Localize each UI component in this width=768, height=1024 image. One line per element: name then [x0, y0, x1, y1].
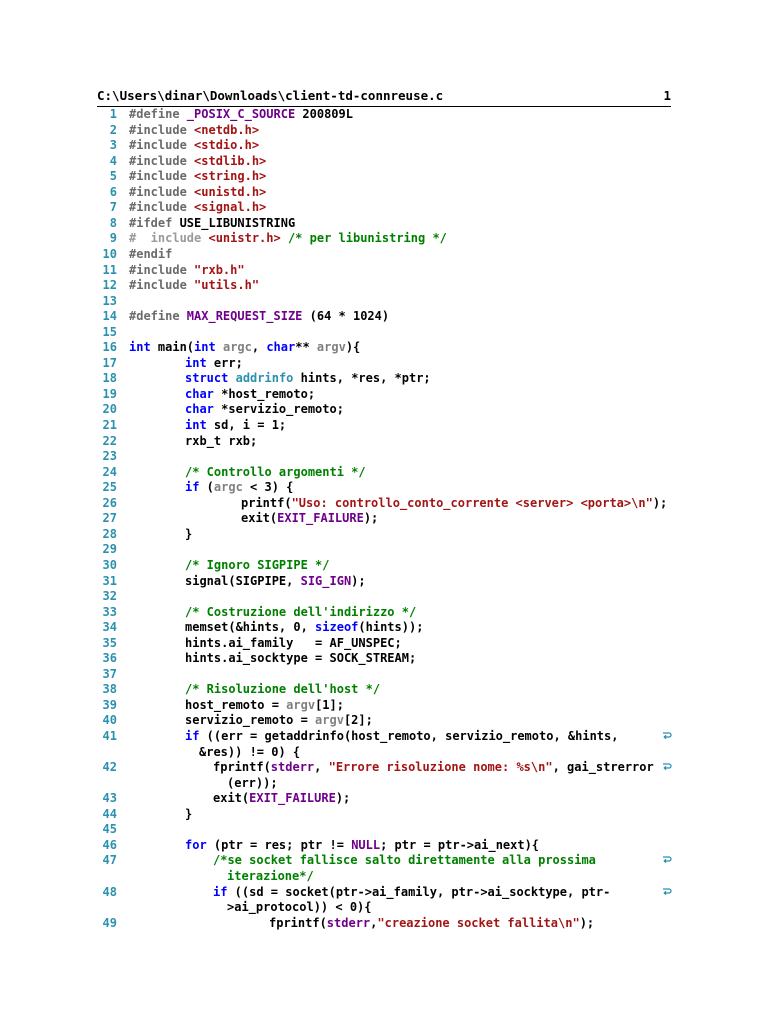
code-text: [185, 371, 431, 386]
code-token: signal(SIGPIPE,: [185, 573, 301, 588]
code-text: [185, 558, 330, 573]
code-text: [185, 651, 416, 666]
code-line: [0, 325, 768, 340]
code-token: addrinfo: [235, 371, 294, 386]
line-number: 36: [102, 651, 117, 666]
code-text: [185, 713, 373, 728]
code-text: [269, 916, 594, 931]
code-token: stderr: [326, 915, 371, 930]
code-token: (: [199, 480, 214, 495]
code-line: [0, 294, 768, 309]
code-line: [0, 216, 768, 231]
code-token: ((sd = socket(ptr->ai_family, ptr->ai_socktype, ptr-: [227, 884, 611, 899]
code-token: for: [185, 837, 207, 852]
code-token: servizio_remoto =: [185, 713, 316, 728]
code-token: ,: [314, 760, 329, 775]
wrap-arrow-icon: [662, 885, 672, 900]
code-token: , gai_strerror: [552, 760, 654, 775]
code-token: argv: [315, 713, 344, 728]
line-number: 5: [109, 169, 117, 184]
code-token: #endif: [129, 246, 173, 261]
code-text: [185, 807, 192, 822]
line-number: 9: [109, 231, 117, 246]
code-text: [129, 231, 447, 246]
line-number: 21: [102, 418, 117, 432]
line-number: 23: [102, 449, 117, 464]
code-text: [129, 278, 259, 293]
code-text: [185, 682, 380, 697]
code-line: [0, 169, 768, 184]
code-text: [185, 605, 416, 620]
code-line: [0, 309, 768, 324]
code-token: MAX_REQUEST_SIZE: [186, 309, 303, 324]
code-line: [0, 480, 768, 495]
code-token: SIG_IGN: [300, 573, 352, 588]
code-token: <unistd.h>: [194, 184, 267, 199]
code-text: [185, 480, 293, 495]
code-token: exit(: [241, 511, 278, 526]
code-token: argv: [286, 697, 316, 712]
code-line: [0, 247, 768, 262]
code-text: [129, 154, 266, 169]
code-token: #include: [129, 262, 195, 277]
code-text: [185, 402, 344, 417]
code-line: [0, 807, 768, 822]
line-number: 48: [102, 884, 117, 899]
line-number: 15: [102, 324, 117, 339]
code-token: char: [266, 340, 296, 355]
code-text: [129, 107, 353, 122]
code-line: [0, 123, 768, 138]
code-token: <signal.h>: [194, 200, 267, 215]
line-number: 22: [102, 433, 117, 448]
code-token: printf(: [241, 495, 292, 510]
file-path: C:\Users\dinar\Downloads\client-td-connreuse.c: [97, 88, 444, 103]
code-token: (hints));: [358, 620, 424, 635]
page-header: [97, 88, 671, 107]
code-text: [129, 200, 266, 215]
line-number: 33: [102, 604, 117, 619]
code-token: [216, 340, 223, 354]
code-token: [2];: [343, 713, 373, 728]
line-number: 26: [102, 495, 117, 510]
line-number: 28: [102, 526, 117, 541]
code-token: int: [185, 418, 207, 432]
line-number: 20: [102, 402, 117, 417]
line-number: 13: [102, 293, 117, 308]
code-text: [129, 185, 266, 200]
line-number: 40: [102, 713, 117, 728]
code-line: [0, 185, 768, 200]
code-token: EXIT_FAILURE: [277, 511, 364, 526]
code-token: _POSIX_C_SOURCE: [186, 107, 296, 121]
code-token: *servizio_remoto;: [213, 402, 344, 417]
line-number: 35: [102, 635, 117, 650]
line-number: 43: [102, 791, 117, 806]
code-token: if: [185, 729, 200, 743]
code-token: if: [213, 884, 228, 899]
code-continuation: [227, 776, 278, 791]
code-line: [0, 387, 768, 402]
line-number: 10: [102, 246, 117, 261]
code-line: [0, 682, 768, 697]
code-token: EXIT_FAILURE: [249, 791, 336, 806]
code-token: rxb_t rxb;: [185, 433, 258, 448]
code-token: /*se socket fallisce salto direttamente alla prossima: [213, 853, 596, 868]
code-token: hints, *res, *ptr;: [293, 371, 431, 386]
code-text: [213, 791, 350, 806]
code-token: hints.ai_family = AF_UNSPEC;: [185, 635, 402, 650]
code-token: #include: [129, 153, 195, 168]
code-text: [185, 387, 315, 402]
code-text: [185, 418, 286, 433]
line-number: 6: [109, 184, 117, 199]
code-line: [0, 340, 768, 355]
code-token: );: [652, 495, 668, 510]
line-number: 42: [102, 760, 117, 775]
code-line: [0, 527, 768, 542]
code-token: <stdlib.h>: [194, 153, 267, 168]
code-line: [0, 154, 768, 169]
code-token: **: [295, 340, 317, 355]
code-token: ,: [370, 915, 378, 930]
code-token: );: [363, 511, 379, 526]
line-number: 41: [102, 729, 117, 743]
code-token: <unistr.h>: [208, 231, 281, 246]
wrap-arrow-icon: [662, 760, 672, 775]
code-line: [0, 465, 768, 480]
code-text: [213, 885, 610, 900]
line-number: 24: [102, 464, 117, 479]
code-line: [0, 791, 768, 806]
code-token: sizeof: [315, 620, 359, 635]
line-number: 45: [102, 822, 117, 837]
wrap-arrow-icon: [662, 853, 672, 868]
code-token: *host_remoto;: [213, 386, 316, 401]
code-token: );: [335, 791, 351, 806]
code-token: (ptr = res; ptr !=: [206, 837, 352, 852]
code-token: stderr: [270, 760, 315, 775]
code-text: [185, 574, 366, 589]
line-number: 49: [102, 915, 117, 930]
code-token: "rxb.h": [194, 262, 245, 277]
code-text: [129, 169, 266, 184]
code-token: fprintf(: [269, 915, 327, 930]
code-text: [213, 760, 654, 775]
line-number: 29: [102, 542, 117, 557]
code-line: [0, 838, 768, 853]
code-token: err;: [206, 355, 243, 370]
code-token: argc: [222, 340, 252, 355]
line-number: 39: [102, 697, 117, 712]
code-text: [129, 138, 259, 153]
code-token: ,: [251, 340, 267, 355]
line-number: 34: [102, 620, 117, 635]
code-line: [0, 107, 768, 122]
code-text: [185, 527, 192, 542]
code-line: [0, 713, 768, 728]
line-number: 7: [109, 200, 117, 215]
code-line: [0, 916, 768, 931]
line-number: 37: [102, 666, 117, 681]
code-token: <string.h>: [194, 169, 267, 184]
code-token: main(: [150, 340, 195, 355]
code-token: char: [185, 386, 214, 401]
code-token: int: [129, 340, 151, 355]
code-token: iterazione*/: [227, 868, 314, 883]
code-token: (64 * 1024): [302, 309, 390, 324]
line-number: 30: [102, 557, 117, 572]
code-token: #define: [129, 107, 187, 121]
code-text: [185, 434, 257, 449]
line-number: 1: [109, 107, 117, 121]
code-token: #include: [129, 122, 195, 137]
code-line: [0, 511, 768, 526]
code-continuation: [227, 869, 314, 884]
code-line: [0, 729, 768, 744]
code-line: [0, 449, 768, 464]
code-token: }: [185, 526, 193, 541]
code-token: char: [185, 402, 214, 417]
code-token: [1];: [315, 697, 344, 712]
code-token: "utils.h": [194, 278, 260, 293]
code-text: [185, 356, 243, 371]
code-text: [185, 620, 423, 635]
code-line: [0, 434, 768, 449]
code-line: [0, 636, 768, 651]
code-text: [129, 263, 245, 278]
code-line: [0, 200, 768, 215]
code-line: [0, 605, 768, 620]
code-token: ; ptr = ptr->ai_next){: [380, 837, 540, 852]
code-token: /* Risoluzione dell'host */: [185, 682, 381, 697]
code-text: [129, 340, 360, 355]
code-token: #define: [129, 309, 187, 324]
code-token: #include: [129, 184, 195, 199]
code-token: 200809L: [295, 107, 353, 121]
code-text: [213, 853, 596, 868]
code-token: /* per libunistring */: [280, 231, 447, 246]
code-token: #include: [129, 138, 195, 153]
line-number: 3: [109, 138, 117, 153]
code-text: [185, 698, 344, 713]
code-token: &res)) != 0) {: [199, 744, 301, 759]
code-text: [129, 309, 389, 324]
line-number: 16: [102, 340, 117, 355]
code-token: [228, 371, 235, 385]
wrap-arrow-icon: [662, 729, 672, 744]
code-token: if: [185, 480, 200, 495]
code-token: "Uso: controllo_conto_corrente <server> <porta>\n": [291, 495, 653, 510]
code-line: [0, 263, 768, 278]
page-number: 1: [663, 88, 671, 103]
code-line: [0, 869, 768, 884]
code-line: [0, 496, 768, 511]
code-token: argv: [316, 340, 346, 355]
line-number: 31: [102, 573, 117, 588]
line-number: 27: [102, 511, 117, 526]
line-number: 46: [102, 837, 117, 852]
code-text: [129, 123, 259, 138]
code-line: [0, 371, 768, 386]
code-line: [0, 822, 768, 837]
code-line: [0, 231, 768, 246]
code-token: NULL: [351, 837, 381, 852]
code-line: [0, 138, 768, 153]
line-number: 4: [109, 153, 117, 168]
code-line: [0, 589, 768, 604]
code-token: >ai_protocol)) < 0){: [227, 900, 372, 915]
code-line: [0, 620, 768, 635]
code-token: #include: [129, 169, 195, 184]
code-token: struct: [185, 371, 229, 386]
code-text: [185, 838, 539, 853]
code-token: (err));: [227, 775, 278, 790]
code-token: # include: [129, 231, 209, 246]
code-token: <netdb.h>: [194, 122, 260, 137]
code-line: [0, 356, 768, 371]
line-number: 12: [102, 278, 117, 293]
code-line: [0, 698, 768, 713]
line-number: 8: [109, 215, 117, 230]
code-text: [241, 511, 378, 526]
line-number: 47: [102, 853, 117, 868]
line-number: 2: [109, 122, 117, 137]
line-number: 25: [102, 480, 117, 495]
line-number: 17: [102, 355, 117, 370]
code-line: [0, 651, 768, 666]
code-token: ((err = getaddrinfo(host_remoto, servizio_remoto, &hints,: [199, 729, 619, 743]
code-token: hints.ai_socktype = SOCK_STREAM;: [185, 651, 417, 666]
code-token: /* Ignoro SIGPIPE */: [185, 557, 330, 572]
code-line: [0, 574, 768, 589]
line-number: 19: [102, 386, 117, 401]
code-token: /* Controllo argomenti */: [185, 464, 366, 479]
code-text: [129, 247, 172, 262]
code-line: [0, 900, 768, 915]
code-token: "creazione socket fallita\n": [377, 915, 580, 930]
code-continuation: [199, 745, 300, 760]
line-number: 14: [102, 309, 117, 324]
code-line: [0, 558, 768, 573]
code-token: "Errore risoluzione nome: %s\n": [328, 760, 553, 775]
code-token: sd, i = 1;: [206, 418, 287, 432]
code-text: [129, 216, 295, 231]
code-text: [185, 636, 402, 651]
code-token: USE_LIBUNISTRING: [179, 215, 296, 230]
line-number: 38: [102, 682, 117, 697]
code-text: [185, 465, 366, 480]
code-token: );: [579, 915, 595, 930]
line-number: 11: [102, 262, 117, 277]
line-number: 44: [102, 806, 117, 821]
code-line: [0, 885, 768, 900]
code-token: <stdio.h>: [194, 138, 260, 153]
code-token: int: [194, 340, 216, 355]
code-token: /* Costruzione dell'indirizzo */: [185, 604, 417, 619]
line-number: 18: [102, 371, 117, 386]
code-token: memset(&hints, 0,: [185, 620, 316, 635]
code-line: [0, 745, 768, 760]
code-line: [0, 278, 768, 293]
code-token: #include: [129, 278, 195, 293]
code-token: fprintf(: [213, 760, 271, 775]
line-number: 32: [102, 589, 117, 604]
code-line: [0, 402, 768, 417]
code-token: );: [351, 573, 366, 588]
code-text: [241, 496, 667, 511]
code-token: int: [185, 355, 207, 370]
code-token: ){: [345, 340, 361, 355]
code-token: exit(: [213, 791, 250, 806]
code-continuation: [227, 900, 372, 915]
code-token: argc: [213, 480, 243, 495]
code-token: < 3) {: [242, 480, 294, 495]
code-token: host_remoto =: [185, 697, 287, 712]
code-line: [0, 853, 768, 868]
code-token: #ifdef: [129, 215, 180, 230]
code-line: [0, 542, 768, 557]
code-text: [185, 729, 618, 744]
code-line: [0, 667, 768, 682]
code-line: [0, 776, 768, 791]
code-line: [0, 760, 768, 775]
code-line: [0, 418, 768, 433]
code-token: }: [185, 806, 193, 821]
code-token: #include: [129, 200, 195, 215]
